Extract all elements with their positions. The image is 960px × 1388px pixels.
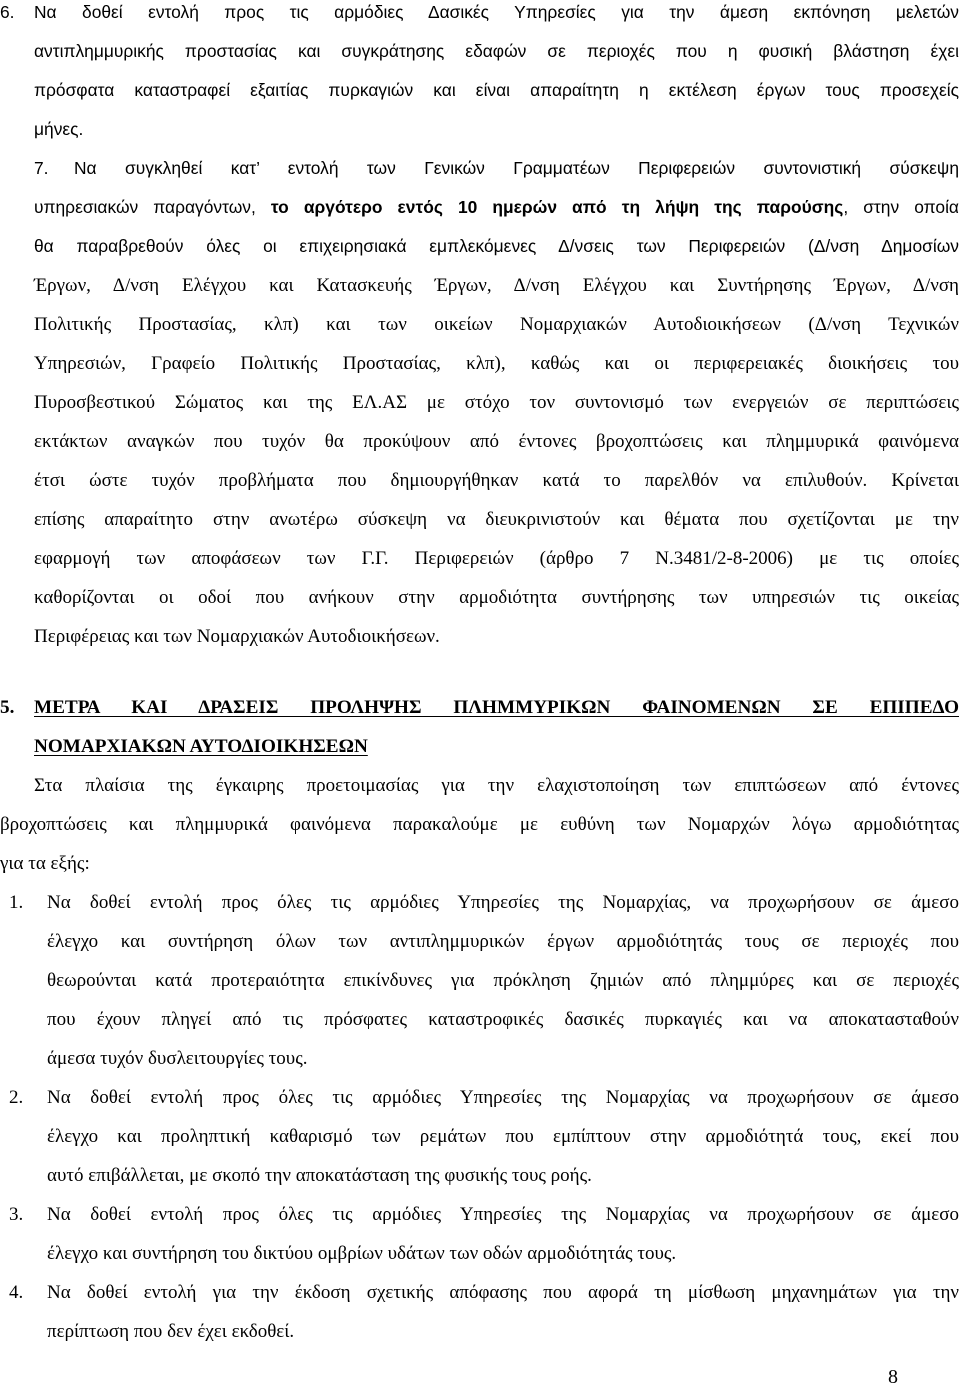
section-5-item-1-line-2: έλεγχο και συντήρηση όλων των αντιπλημμυρικών έργων αρμοδιότητάς τους σε περιοχές που bbox=[47, 931, 959, 952]
item-7-line-3: θα παραβρεθούν όλες οι επιχειρησιακά εμπλεκόμενες Δ/νσεις των Περιφερειών (Δ/νση Δημοσίων bbox=[34, 236, 959, 256]
section-5-item-2-line-2: έλεγχο και προληπτική καθαρισμό των ρεμάτων που εμπίπτουν στην αρμοδιότητά τους, εκεί που bbox=[47, 1126, 959, 1147]
section-5-item-2-line-3: αυτό επιβάλλεται, με σκοπό την αποκατάσταση της φυσικής τους ροής. bbox=[47, 1165, 592, 1186]
item-7-line-12: καθορίζονται οι οδοί που ανήκουν στην αρμοδιότητα συντήρησης των υπηρεσιών τις οικείας bbox=[34, 587, 959, 608]
item-7-line-7: Πυροσβεστικού Σώματος και της ΕΛ.ΑΣ με στόχο τον συντονισμό των ενεργειών σε περιπτώσεις bbox=[34, 392, 959, 413]
item-7-line-1: 7. Να συγκληθεί κατ’ εντολή των Γενικών Γραμματέων Περιφερειών συντονιστική σύσκεψη bbox=[0, 149, 960, 188]
section-5-item-3-line-2: έλεγχο και συντήρηση του δικτύου ομβρίων υδάτων των οδών αρμοδιότητάς τους. bbox=[47, 1243, 677, 1264]
item-7-line-13: Περιφέρειας και των Νομαρχιακών Αυτοδιοικήσεων. bbox=[34, 626, 440, 647]
item-7-line-11: εφαρμογή των αποφάσεων των Γ.Γ. Περιφερειών (άρθρο 7 Ν.3481/2-8-2006) με τις οποίες bbox=[34, 548, 959, 569]
section-5-title-line-2 bbox=[0, 727, 960, 766]
page-number: 8 bbox=[888, 1366, 898, 1388]
item-7-line-8: εκτάκτων αναγκών που τυχόν θα προκύψουν από έντονες βροχοπτώσεις και πλημμυρικά φαινόμενα bbox=[34, 431, 959, 452]
item-7-line-4: Έργων, Δ/νση Ελέγχου και Κατασκευής Έργων, Δ/νση Ελέγχου και Συντήρησης Έργων, Δ/νση bbox=[34, 275, 959, 296]
section-5-item-4-line-2: περίπτωση που δεν έχει εκδοθεί. bbox=[47, 1321, 295, 1342]
item-7-line-6: Υπηρεσιών, Γραφείο Πολιτικής Προστασίας, κλπ), καθώς και οι περιφερειακές διοικήσεις του bbox=[34, 353, 959, 374]
item-7-line-2: υπηρεσιακών παραγόντων, το αργότερο εντός 10 ημερών από τη λήψη της παρούσης, στην οποία bbox=[34, 197, 959, 217]
section-5-item-3-line-1: 3. Να δοθεί εντολή προς όλες τις αρμόδιες Υπηρεσίες της Νομαρχίας να προχωρήσουν σε άμεσο bbox=[0, 1195, 960, 1234]
item-7-number: 7. bbox=[34, 158, 49, 178]
section-5-item-1-line-1: 1. Να δοθεί εντολή προς όλες τις αρμόδιες Υπηρεσίες της Νομαρχίας, να προχωρήσουν σε άμεσο bbox=[0, 883, 960, 922]
section-5-item-1-line-4: που έχουν πληγεί από τις πρόσφατες καταστροφικές δασικές πυρκαγιές και να αποκατασταθούν bbox=[47, 1009, 959, 1030]
item-3-number: 3. bbox=[9, 1204, 24, 1225]
item-6-line-1: 6. Να δοθεί εντολή προς τις αρμόδιες Δασικές Υπηρεσίες για την άμεση εκπόνηση μελετών bbox=[0, 0, 960, 32]
item-4-number: 4. bbox=[9, 1282, 24, 1303]
item-6-number: 6. bbox=[0, 2, 15, 22]
section-title-continued: ΝΟΜΑΡΧΙΑΚΩΝ ΑΥΤΟΔΙΟΙΚΗΣΕΩΝ bbox=[34, 736, 368, 757]
section-5-item-1-line-5: άμεσα τυχόν δυσλειτουργίες τους. bbox=[47, 1048, 308, 1069]
item-7-line-5: Πολιτικής Προστασίας, κλπ) και των οικείων Νομαρχιακών Αυτοδιοικήσεων (Δ/νση Τεχνικών bbox=[34, 314, 959, 335]
item-6-line-3: πρόσφατα καταστραφεί εξαιτίας πυρκαγιών και είναι απαραίτητη η εκτέλεση έργων τους προσεχείς bbox=[34, 80, 959, 100]
item-7-line-9: έτσι ώστε τυχόν προβλήματα που δημιουργήθηκαν κατά το παρελθόν να επιλυθούν. Κρίνεται bbox=[34, 470, 959, 491]
section-5-item-2-line-1: 2. Να δοθεί εντολή προς όλες τις αρμόδιες Υπηρεσίες της Νομαρχίας να προχωρήσουν σε άμεσο bbox=[0, 1078, 960, 1117]
item-6-line-4: μήνες. bbox=[34, 119, 84, 139]
item-2-number: 2. bbox=[9, 1087, 24, 1108]
item-6-line-2: αντιπλημμυρικής προστασίας και συγκράτησης εδαφών σε περιοχές που η φυσική βλάστηση έχει bbox=[34, 41, 959, 61]
section-title: ΜΕΤΡΑ ΚΑΙ ΔΡΑΣΕΙΣ ΠΡΟΛΗΨΗΣ ΠΛΗΜΜΥΡΙΚΩΝ ΦΑΙΝΟΜΕΝΩΝ ΣΕ ΕΠΙΠΕΔΟ bbox=[34, 697, 959, 718]
section-5-intro-line-2: βροχοπτώσεις και πλημμυρικά φαινόμενα παρακαλούμε με ευθύνη των Νομαρχών λόγω αρμοδιότητας bbox=[0, 814, 959, 835]
item-1-number: 1. bbox=[9, 892, 24, 913]
item-7-line-10: επίσης απαραίτητο στην ανωτέρω σύσκεψη να διευκρινιστούν και θέματα που σχετίζονται με την bbox=[34, 509, 959, 530]
section-5-item-1-line-3: θεωρούνται κατά προτεραιότητα επικίνδυνες για πρόκληση ζημιών από πλημμύρες και σε περιοχές bbox=[47, 970, 959, 991]
deadline-emphasis: το αργότερο εντός 10 ημερών από τη λήψη της παρούσης bbox=[270, 197, 844, 217]
section-5-title-line-1 bbox=[0, 688, 960, 727]
section-5-number: 5. bbox=[0, 697, 15, 718]
section-5-intro-line-1: Στα πλαίσια της έγκαιρης προετοιμασίας για την ελαχιστοποίηση των επιπτώσεων από έντονες bbox=[34, 775, 959, 796]
section-5-item-4-line-1: 4. Να δοθεί εντολή για την έκδοση σχετικής απόφασης που αφορά τη μίσθωση μηχανημάτων για την bbox=[0, 1273, 960, 1312]
section-5-intro-line-3: για τα εξής: bbox=[0, 853, 90, 874]
